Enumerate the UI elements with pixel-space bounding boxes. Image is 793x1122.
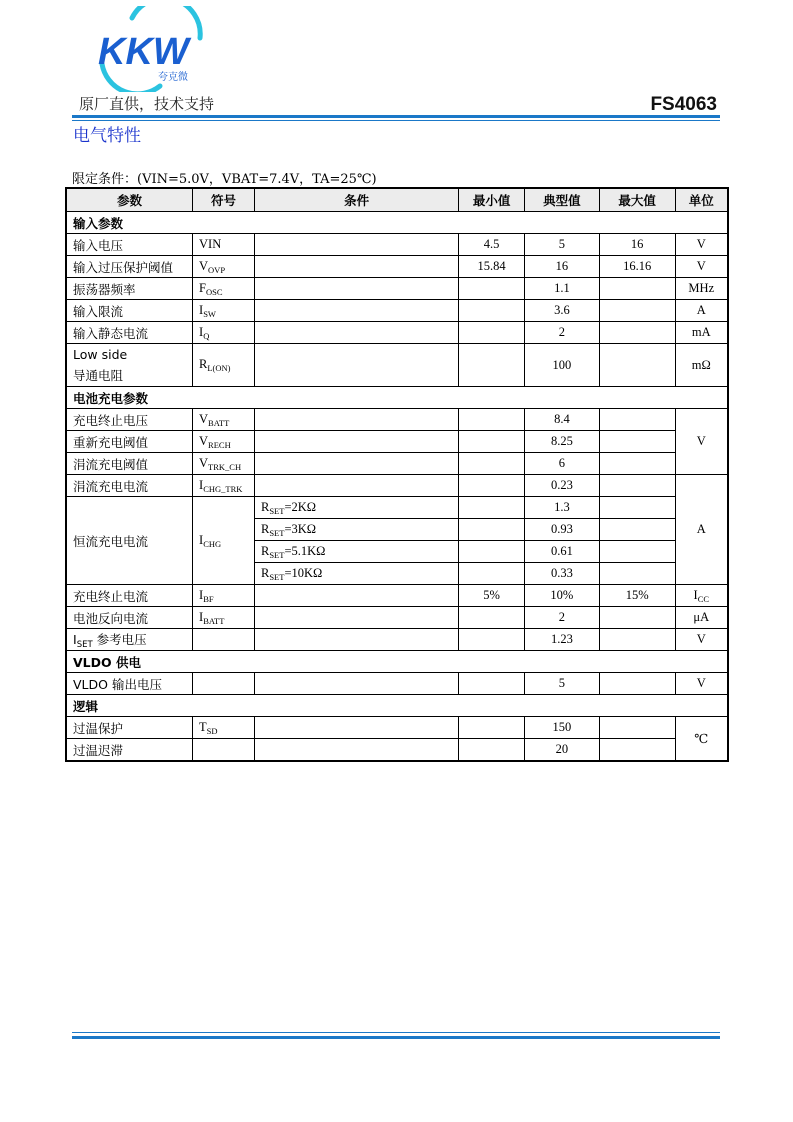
symbol-sub: CHG xyxy=(203,538,222,549)
param-rest: 参考电压 xyxy=(92,631,147,647)
table-header-row xyxy=(66,188,728,212)
param-main: I xyxy=(73,631,77,647)
param-cell: 恒流充电电流 xyxy=(66,497,193,585)
symbol-cell: VIN xyxy=(193,234,255,256)
group-charge: 电池充电参数 xyxy=(66,387,728,409)
svg-text:KKW: KKW xyxy=(98,31,189,73)
min-cell xyxy=(459,300,525,322)
condition-cell xyxy=(254,541,458,563)
header-param: 参数 xyxy=(66,188,193,212)
electrical-characteristics-table xyxy=(65,187,729,762)
symbol-sub: CHG_TRK xyxy=(203,483,243,494)
symbol-main: I xyxy=(199,477,204,492)
symbol-cell xyxy=(193,278,255,300)
min-cell: 5% xyxy=(459,585,525,607)
cond-rest: =2KΩ xyxy=(284,499,317,514)
param-cell: VLDO 输出电压 xyxy=(66,673,193,695)
symbol-cell xyxy=(193,475,255,497)
typ-cell: 1.3 xyxy=(525,497,600,519)
symbol-cell xyxy=(193,607,255,629)
typ-cell: 0.93 xyxy=(525,519,600,541)
min-cell xyxy=(459,673,525,695)
table-row xyxy=(66,497,728,519)
max-cell xyxy=(599,475,675,497)
symbol-sub: OSC xyxy=(205,286,223,297)
symbol-cell xyxy=(193,453,255,475)
min-cell xyxy=(459,322,525,344)
max-cell xyxy=(599,519,675,541)
header-max: 最大值 xyxy=(599,188,675,212)
symbol-sub: Q xyxy=(203,330,210,341)
param-line: Low side xyxy=(73,347,128,362)
unit-cell: ℃ xyxy=(675,717,728,762)
min-cell xyxy=(459,278,525,300)
unit-cell: A xyxy=(675,300,728,322)
unit-cell: V xyxy=(675,256,728,278)
condition-cell xyxy=(254,453,458,475)
condition-cell xyxy=(254,409,458,431)
param-sub: SET xyxy=(76,639,93,650)
symbol-cell xyxy=(193,673,255,695)
condition-cell xyxy=(254,607,458,629)
min-cell xyxy=(459,629,525,651)
max-cell xyxy=(599,739,675,762)
group-logic: 逻辑 xyxy=(66,695,728,717)
symbol-cell xyxy=(193,256,255,278)
typ-cell: 10% xyxy=(525,585,600,607)
condition-cell xyxy=(254,739,458,762)
typ-cell: 8.25 xyxy=(525,431,600,453)
min-cell xyxy=(459,717,525,739)
group-input: 输入参数 xyxy=(66,212,728,234)
cond-sub: SET xyxy=(269,549,285,560)
symbol-main: V xyxy=(199,455,209,470)
param-cell: 涓流充电电流 xyxy=(66,475,193,497)
table-row xyxy=(66,322,728,344)
symbol-cell xyxy=(193,497,255,585)
min-cell xyxy=(459,541,525,563)
min-cell xyxy=(459,453,525,475)
unit-cell: V xyxy=(675,234,728,256)
param-cell xyxy=(66,344,193,387)
symbol-sub: TRK_CH xyxy=(208,461,242,472)
typ-cell: 1.1 xyxy=(525,278,600,300)
part-number: FS4063 xyxy=(650,94,717,115)
cond-main: R xyxy=(260,565,270,580)
condition-cell xyxy=(254,300,458,322)
header-rule-thin xyxy=(72,120,720,121)
header-typ: 典型值 xyxy=(525,188,600,212)
table-row xyxy=(66,629,728,651)
min-cell xyxy=(459,563,525,585)
cond-rest: =5.1KΩ xyxy=(284,543,326,558)
unit-cell xyxy=(675,585,728,607)
table-row xyxy=(66,234,728,256)
max-cell xyxy=(599,409,675,431)
unit-cell: μA xyxy=(675,607,728,629)
condition-cell xyxy=(254,585,458,607)
symbol-cell xyxy=(193,739,255,762)
max-cell xyxy=(599,453,675,475)
unit-cell: A xyxy=(675,475,728,585)
condition-cell xyxy=(254,344,458,387)
param-cell: 充电终止电压 xyxy=(66,409,193,431)
condition-cell xyxy=(254,234,458,256)
typ-cell: 0.61 xyxy=(525,541,600,563)
param-cell: 重新充电阈值 xyxy=(66,431,193,453)
typ-cell: 1.23 xyxy=(525,629,600,651)
max-cell xyxy=(599,497,675,519)
header-symbol: 符号 xyxy=(193,188,255,212)
max-cell xyxy=(599,431,675,453)
symbol-sub: BF xyxy=(203,593,214,604)
cond-main: R xyxy=(260,521,270,536)
table-row xyxy=(66,431,728,453)
cond-main: R xyxy=(260,499,270,514)
unit-main: I xyxy=(693,587,698,602)
max-cell xyxy=(599,673,675,695)
condition-cell xyxy=(254,563,458,585)
symbol-main: I xyxy=(199,587,204,602)
group-row xyxy=(66,387,728,409)
symbol-main: I xyxy=(199,302,204,317)
header-min: 最小值 xyxy=(459,188,525,212)
condition-cell xyxy=(254,322,458,344)
param-cell xyxy=(66,629,193,651)
typ-cell: 0.23 xyxy=(525,475,600,497)
max-cell: 16.16 xyxy=(599,256,675,278)
param-cell: 输入电压 xyxy=(66,234,193,256)
min-cell xyxy=(459,519,525,541)
min-cell xyxy=(459,409,525,431)
symbol-main: R xyxy=(199,357,208,371)
group-vldo: VLDO 供电 xyxy=(66,651,728,673)
group-row xyxy=(66,651,728,673)
min-cell xyxy=(459,431,525,453)
max-cell xyxy=(599,541,675,563)
symbol-cell xyxy=(193,585,255,607)
condition-cell xyxy=(254,673,458,695)
typ-cell: 5 xyxy=(525,673,600,695)
typ-cell: 6 xyxy=(525,453,600,475)
symbol-main: I xyxy=(199,324,204,339)
unit-cell: V xyxy=(675,673,728,695)
max-cell xyxy=(599,278,675,300)
typ-cell: 8.4 xyxy=(525,409,600,431)
symbol-sub: SW xyxy=(203,308,216,319)
param-cell: 涓流充电阈值 xyxy=(66,453,193,475)
min-cell: 15.84 xyxy=(459,256,525,278)
unit-sub: CC xyxy=(697,593,710,604)
max-cell xyxy=(599,300,675,322)
min-cell: 4.5 xyxy=(459,234,525,256)
cond-rest: =3KΩ xyxy=(284,521,317,536)
symbol-cell xyxy=(193,629,255,651)
unit-cell: mΩ xyxy=(675,344,728,387)
condition-cell xyxy=(254,497,458,519)
typ-cell: 0.33 xyxy=(525,563,600,585)
symbol-main: V xyxy=(199,411,209,426)
unit-cell: MHz xyxy=(675,278,728,300)
footer-rule-thin xyxy=(72,1032,720,1033)
param-cell: 输入静态电流 xyxy=(66,322,193,344)
symbol-cell xyxy=(193,717,255,739)
group-row xyxy=(66,695,728,717)
table-row xyxy=(66,717,728,739)
condition-cell xyxy=(254,256,458,278)
condition-cell xyxy=(254,717,458,739)
typ-cell: 5 xyxy=(525,234,600,256)
typ-cell: 16 xyxy=(525,256,600,278)
max-cell xyxy=(599,607,675,629)
table-row xyxy=(66,300,728,322)
max-cell: 15% xyxy=(599,585,675,607)
symbol-sub: RECH xyxy=(208,439,231,450)
table-row xyxy=(66,278,728,300)
max-cell: 16 xyxy=(599,234,675,256)
condition-cell xyxy=(254,278,458,300)
param-cell: 电池反向电流 xyxy=(66,607,193,629)
kkw-logo xyxy=(92,6,212,92)
typ-cell: 100 xyxy=(525,344,600,387)
table-row xyxy=(66,475,728,497)
cond-sub: SET xyxy=(269,505,285,516)
table-row xyxy=(66,256,728,278)
typ-cell: 3.6 xyxy=(525,300,600,322)
table-row xyxy=(66,607,728,629)
param-cell: 过温迟滞 xyxy=(66,739,193,762)
min-cell xyxy=(459,739,525,762)
symbol-main: V xyxy=(199,433,209,448)
symbol-sub: L(ON) xyxy=(207,363,231,373)
table-row xyxy=(66,409,728,431)
typ-cell: 2 xyxy=(525,322,600,344)
cond-rest: =10KΩ xyxy=(284,565,323,580)
param-cell: 输入限流 xyxy=(66,300,193,322)
symbol-cell xyxy=(193,344,255,387)
typ-cell: 150 xyxy=(525,717,600,739)
max-cell xyxy=(599,322,675,344)
param-cell: 充电终止电流 xyxy=(66,585,193,607)
test-conditions: 限定条件：(VIN=5.0V，VBAT=7.4V，TA=25℃) xyxy=(72,172,377,187)
condition-cell xyxy=(254,629,458,651)
condition-cell xyxy=(254,475,458,497)
min-cell xyxy=(459,475,525,497)
cond-sub: SET xyxy=(269,571,285,582)
table-row xyxy=(66,453,728,475)
param-cell: 过温保护 xyxy=(66,717,193,739)
typ-cell: 20 xyxy=(525,739,600,762)
symbol-sub: OVP xyxy=(208,264,226,275)
param-cell: 输入过压保护阈值 xyxy=(66,256,193,278)
min-cell xyxy=(459,497,525,519)
min-cell xyxy=(459,344,525,387)
max-cell xyxy=(599,717,675,739)
symbol-cell xyxy=(193,300,255,322)
max-cell xyxy=(599,629,675,651)
symbol-main: I xyxy=(199,532,204,547)
symbol-cell xyxy=(193,322,255,344)
cond-sub: SET xyxy=(269,527,285,538)
unit-cell: mA xyxy=(675,322,728,344)
typ-cell: 2 xyxy=(525,607,600,629)
max-cell xyxy=(599,563,675,585)
symbol-sub: SD xyxy=(206,725,218,736)
condition-cell xyxy=(254,431,458,453)
symbol-main: F xyxy=(199,280,206,295)
condition-cell xyxy=(254,519,458,541)
table-row xyxy=(66,739,728,762)
symbol-main: T xyxy=(199,719,207,734)
unit-cell: V xyxy=(675,629,728,651)
cond-main: R xyxy=(260,543,270,558)
tagline: 原厂直供，技术支持 xyxy=(79,95,215,113)
unit-cell: V xyxy=(675,409,728,475)
symbol-sub: BATT xyxy=(208,417,230,428)
symbol-main: I xyxy=(199,609,204,624)
param-line: 导通电阻 xyxy=(73,368,124,383)
group-row xyxy=(66,212,728,234)
param-cell: 振荡器频率 xyxy=(66,278,193,300)
table-row xyxy=(66,585,728,607)
symbol-cell xyxy=(193,409,255,431)
footer-rule xyxy=(72,1036,720,1039)
header-rule xyxy=(72,115,720,118)
max-cell xyxy=(599,344,675,387)
min-cell xyxy=(459,607,525,629)
header-condition: 条件 xyxy=(254,188,458,212)
table-row xyxy=(66,673,728,695)
header-unit: 单位 xyxy=(675,188,728,212)
symbol-sub: BATT xyxy=(203,615,225,626)
table-row xyxy=(66,344,728,387)
svg-text:夸克微: 夸克微 xyxy=(158,72,188,83)
section-title: 电气特性 xyxy=(73,126,141,146)
symbol-cell xyxy=(193,431,255,453)
symbol-main: V xyxy=(199,258,209,273)
